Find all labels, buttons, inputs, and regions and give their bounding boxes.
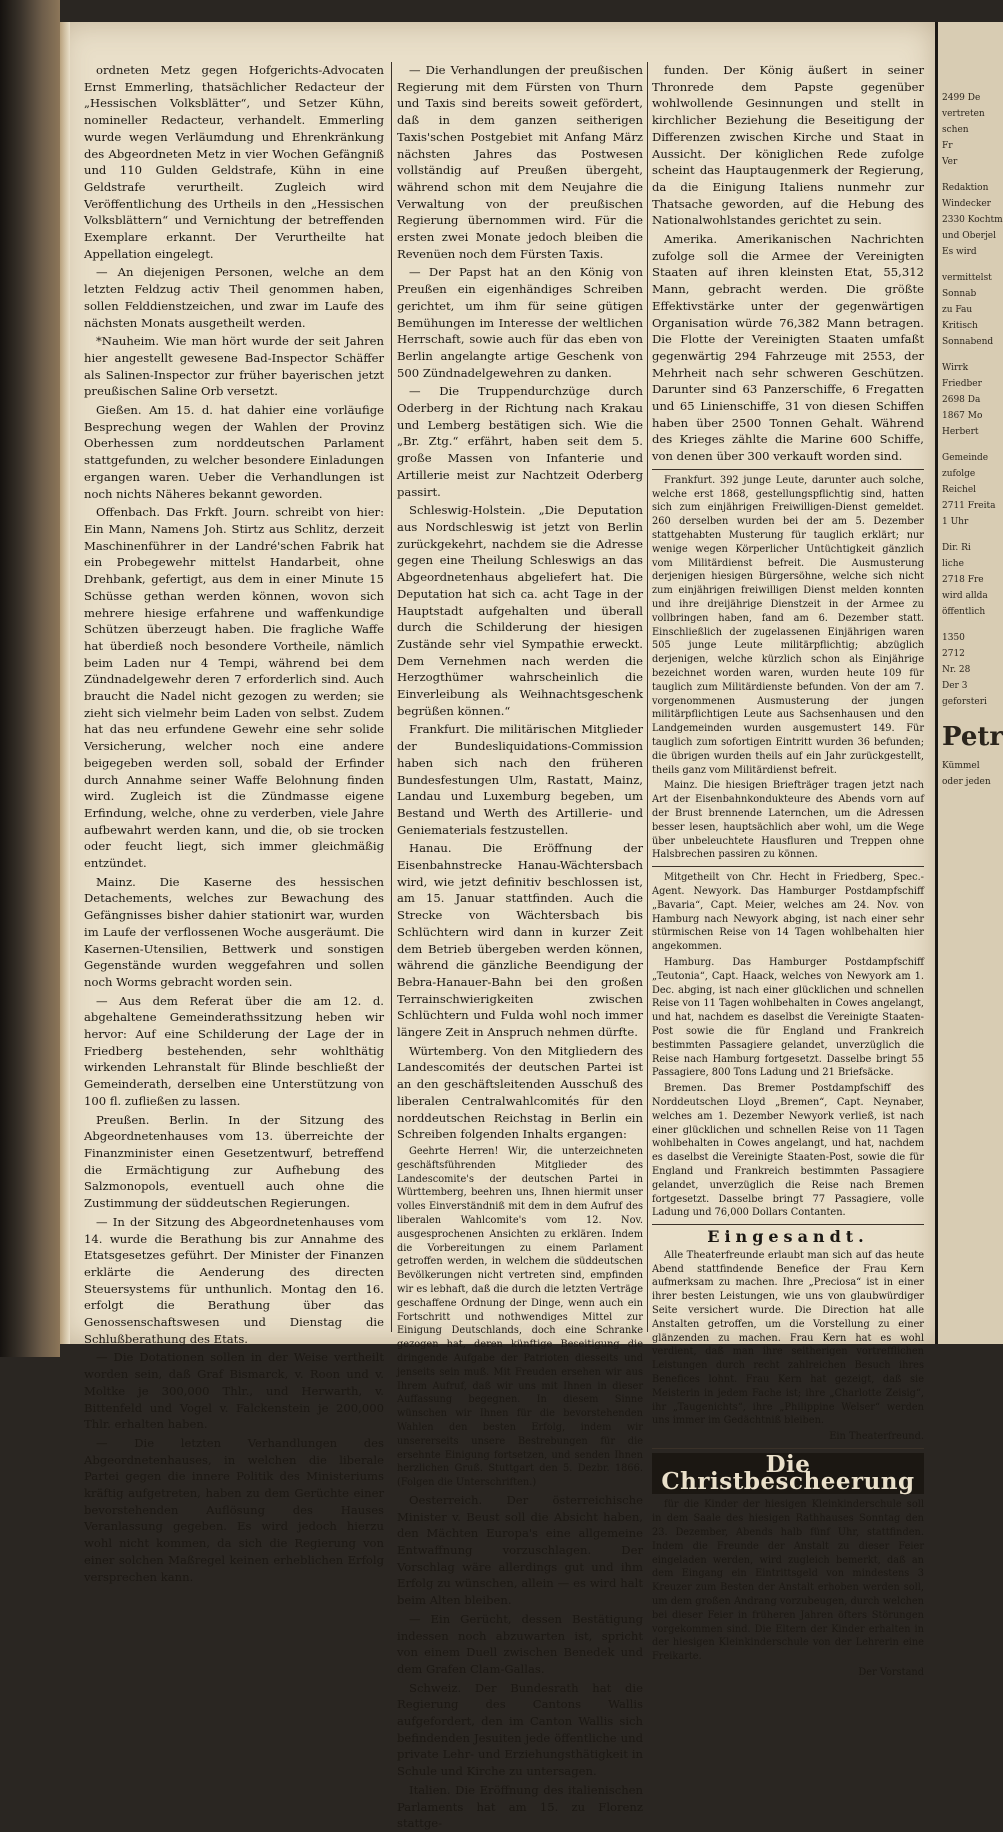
shipping-news: Mitgetheilt von Chr. Hecht in Friedberg, Spec.-Agent. Newyork. Das Hamburger Postdampfschiff „Bavaria“, Capt. Meier, welches am 24. Nov. von Hamburg nach Newyork abging, ist nach einer sehr stürmischen Reise von 14 Tagen wohlbehalten hier angekommen. — [652, 872, 924, 953]
adjacent-page-fragment: wird allda — [942, 591, 988, 601]
christbescheerung-text: für die Kinder der hiesigen Kleinkinderschule soll in dem Saale des hiesigen Rathhauses Sonntag den 23. Dezember, Abends halb fünf Uhr, stattfinden. Indem die Freunde der Anstalt zu dieser Feier eingeladen werden, wird zugleich bemerkt, daß an dem Eingang ein Eintrittsgeld von mindestens 3 Kreuzer zum Besten der Anstalt erhoben werden soll, um dem großen Andrang vorzubeugen, durch welchen bei dieser Feier in früheren Jahren öfters Störungen vorgekommen sind. Die Eltern der Kinder erhalten in der hiesigen Kleinkinderschule von der Lehrerin eine Freikarte. — [652, 1499, 924, 1663]
article-paragraph: *Nauheim. Wie man hört wurde der seit Jahren hier angestellt gewesene Bad-Inspector Schäffer als Salinen-Inspector zur früher bayerischen jetzt preußischen Saline Orb versetzt. — [84, 334, 384, 399]
article-paragraph: funden. Der König äußert in seiner Thronrede dem Papste gegenüber wohlwollende Gesinnungen und stellt in kirchlicher Beziehung die Beseitigung der Differenzen zwischen Kirche und Staat in Aussicht. Der königlichen Rede zufolge scheint das Hauptaugenmerk der Regierung, da die Einigung Italiens nunmehr zur Thatsache geworden, auf die Hebung des Nationalwohlstandes gerichtet zu sein. — [652, 63, 924, 228]
adjacent-page-fragment: 2330 Kochtm — [942, 215, 1003, 225]
article-paragraph: Hanau. Die Eröffnung der Eisenbahnstrecke Hanau-Wächtersbach wird, wie jetzt definitiv beschlossen ist, am 15. Januar stattfinden. Auch die Strecke von Wächtersbach bis Schlüchtern wird dann in kurzer Zeit dem Betrieb übergeben werden können, während die gänzliche Beendigung der Bebra-Hanauer-Bahn bei den großen Terrainschwierigkeiten zwischen Schlüchtern und Fulda wohl noch immer längere Zeit in Anspruch nehmen dürfte. — [397, 841, 643, 1040]
article-paragraph: — An diejenigen Personen, welche an dem letzten Feldzug activ Theil genommen haben, sollen Felddienstzeichen, und zwar im Laufe des nächsten Monats ausgetheilt werden. — [84, 265, 384, 330]
column-1 — [84, 62, 384, 1584]
adjacent-page-fragment: Petr — [942, 722, 1003, 752]
article-paragraph: — Die Verhandlungen der preußischen Regierung mit dem Fürsten von Thurn und Taxis sind bereits soweit gefördert, daß in dem ganzen seitherigen Taxis'schen Postgebiet mit Anfang März nächsten Jahres das Postwesen vollständig auf Preußen übergeht, während schon mit dem Neujahre die Verwaltung von der preußischen Regierung übernommen wird. Für die ersten zwei Monate jedoch bleiben die Revenüen noch dem Fürsten Taxis. — [397, 63, 643, 261]
shipping-news: Hamburg. Das Hamburger Postdampfschiff „Teutonia“, Capt. Haack, welches von Newyork am 1. Dec. abging, ist nach einer glücklichen und schnellen Reise von 11 Tagen wohlbehalten in Cowes angelangt, und hat, nachdem es daselbst die Vereinigte Staaten-Post sowie die für England und Frankreich bestimmten Passagiere gelandet, unverzüglich die Reise nach Hamburg fortgesetzt. Dasselbe bringt 55 Passagiere, 800 Tons Ladung und 21 Briefsäcke. — [652, 956, 924, 1079]
article-paragraph: ordneten Metz gegen Hofgerichts-Advocaten Ernst Emmerling, thatsächlicher Redacteur der „Hessischen Volksblätter“, und Setzer Kühn, nomineller Redacteur, verhandelt. Emmerling wurde wegen Verläumdung und Ehrenkränkung des Abgeordneten Metz in vier Wochen Gefängniß und 110 Gulden Geldstrafe, Kühn in eine Geldstrafe verurtheilt. Zugleich wird Veröffentlichung des Urtheils in den „Hessischen Volksblättern“ und Vernichtung der betreffenden Exemplare erkannt. Der Verurtheilte hat Appellation eingelegt. — [84, 63, 384, 261]
adjacent-page-fragment: liche — [942, 559, 964, 569]
article-paragraph: — Ein Gerücht, dessen Bestätigung indessen noch abzuwarten ist, spricht von einem Duell zwischen Benedek und dem Grafen Clam-Gallas. — [397, 1611, 643, 1676]
article-paragraph: Preußen. Berlin. In der Sitzung des Abgeordnetenhauses vom 13. überreichte der Finanzminister einen Gesetzentwurf, betreffend die Ermächtigung zur Aufhebung des Salzmonopols, eventuell auch ohne die Zustimmung der süddeutschen Regierungen. — [84, 1112, 384, 1211]
article-paragraph: Offenbach. Das Frkft. Journ. schreibt von hier: Ein Mann, Namens Joh. Stirtz aus Schlitz, derzeit Maschinenführer in der Landré'schen Fabrik hat ein Probegewehr mittelst Handarbeit, ohne Drehbank, gefertigt, aus dem in einer Minute 15 Schüsse gethan werden können, wovon sich mehrere hiesige erfahrene und waffenkundige Schützen überzeugt haben. Die fragliche Waffe hat überdieß noch besondere Vortheile, nämlich beim Laden nur 4 Tempi, während bei dem Zündnadelgewehr deren 7 erforderlich sind. Auch braucht die Nadel nicht gezogen zu werden; sie zieht sich vielmehr beim Laden von selbst. Zudem hat das neu erfundene Gewehr eine sehr solide Versicherung, welcher noch eine andere beigegeben werden soll, sobald der Erfinder durch Annahme seiner Waffe Belohnung finden wird. Zugleich ist die Zündmasse eigene Erfindung, welche, ohne zu verderben, viele Jahre aufbewahrt werden kann, und die, ob sie trocken oder feucht liegt, sich immer gleichmäßig entzündet. — [84, 505, 384, 871]
book-binding — [0, 0, 60, 1357]
adjacent-page-fragment: Sonnabend — [942, 337, 994, 347]
article-paragraph: — Aus dem Referat über die am 12. d. abgehaltene Gemeinderathssitzung heben wir hervor: Auf eine Schilderung der Lage der in Friedberg bestehenden, sehr wohlthätig wirkenden Lehranstalt für Blinde beschließt der Gemeinderath, derselben eine Unterstützung von 100 fl. zufließen zu lassen. — [84, 993, 384, 1108]
column-2 — [397, 62, 643, 1831]
adjacent-page-fragment: öffentlich — [942, 607, 986, 617]
adjacent-page-fragment: Gemeinde — [942, 453, 989, 463]
article-paragraph: Gießen. Am 15. d. hat dahier eine vorläufige Besprechung wegen der Wahlen der Provinz Oberhessen zum norddeutschen Parlament stattgefunden, zu welcher besondere Einladungen ergangen waren. Ueber die Verhandlungen ist noch nichts Näheres bekannt geworden. — [84, 403, 384, 501]
adjacent-page-fragment: vermittelst — [942, 273, 992, 283]
adjacent-page-fragment: Der 3 — [942, 681, 968, 691]
article-paragraph: Italien. Die Eröffnung des italienischen Parlaments hat am 15. zu Florenz stattge- — [397, 1782, 643, 1831]
local-news: Mainz. Die hiesigen Briefträger tragen jetzt nach Art der Eisenbahnkondukteure des Abends vorn auf der Brust brennende Laternchen, um die Adressen besser lesen, hauptsächlich aber wohl, um die Wege über unbeleuchtete Hausfluren und Treppen ohne Halsbrechen passiren zu können. — [652, 780, 924, 861]
christbescheerung-heading: Die Christbescheerung — [652, 1453, 924, 1494]
adjacent-page-fragment: Ver — [942, 157, 958, 167]
adjacent-page-fragment: Es wird — [942, 247, 977, 257]
column-rule — [647, 62, 648, 1332]
adjacent-page-fragment: zu Fau — [942, 305, 973, 315]
column-3 — [652, 62, 924, 1678]
adjacent-page-fragment: vertreten — [942, 109, 985, 119]
adjacent-page-fragment: Fr — [942, 141, 953, 151]
article-paragraph: — Die Truppendurchzüge durch Oderberg in der Richtung nach Krakau und Lemberg bestätigen sich. Wie die „Br. Ztg.“ erfährt, haben seit dem 5. große Massen von Infanterie und Artillerie meist zur Nachtzeit Oderberg passirt. — [397, 384, 643, 499]
letter-quote: Geehrte Herren! Wir, die unterzeichneten geschäftsführenden Mitglieder des Landescomite's der deutschen Partei in Württemberg, beehren uns, Ihnen hiermit unser volles Einverständniß mit dem in dem Aufruf des liberalen Wahlcomite's vom 12. Nov. ausgesprochenen Ansichten zu erklären. Indem die Vorbereitungen zu einem Parlament getroffen werden, in welchem die süddeutschen Bevölkerungen nicht vertreten sind, empfinden wir es lebhaft, daß die durch die letzten Verträge geschaffene Ordnung der Dinge, wenn auch ein Fortschritt und nothwendiges Mittel zur Einigung Deutschlands, doch eine Schranke gezogen hat, deren künftige Beseitigung die dringende Aufgabe der Patrioten diesseits und jenseits sein muß. Mit Freuden ersehen wir aus Ihrem Aufruf, daß wir uns mit Ihnen in dieser Auffassung begegnen. In diesem Sinne wünschen wir Ihnen für die bevorstehenden Wahlen den besten Erfolg, indem wir unsererseits unsere Bestrebungen für die ersehnte Einigung fortsetzen, und senden Ihnen herzlichen Gruß. Stuttgart den 5. Dezbr. 1866. (Folgen die Unterschriften.) — [397, 1146, 643, 1489]
page-gutter — [60, 22, 70, 1344]
adjacent-page-fragment: 2712 — [942, 649, 965, 659]
adjacent-page-fragment: schen — [942, 125, 969, 135]
article-paragraph: — Der Papst hat an den König von Preußen ein eigenhändiges Schreiben gerichtet, um ihm für seine gütigen Bemühungen im Interesse der weltlichen Herrschaft, sowie auch für das eben von Berlin angelangte artige Geschenk von 500 Zündnadelgewehren zu danken. — [397, 265, 643, 380]
adjacent-page-fragment: Sonnab — [942, 289, 977, 299]
eingesandt-signature: Ein Theaterfreund. — [829, 1431, 924, 1443]
adjacent-page-fragment: 1350 — [942, 633, 965, 643]
article-paragraph: Frankfurt. Die militärischen Mitglieder der Bundesliquidations-Commission haben sich nach den früheren Bundesfestungen Ulm, Rastatt, Mainz, Landau und Luxemburg begeben, um Bestand und Werth des Artillerie- und Geniematerials festzustellen. — [397, 722, 643, 837]
adjacent-page-fragment: oder jeden — [942, 777, 991, 787]
adjacent-page-fragment: 2698 Da — [942, 395, 981, 405]
local-news: Frankfurt. 392 junge Leute, darunter auch solche, welche erst 1868, gestellungspflichtig sind, hatten sich zum einjährigen Freiwilligen-Dienst gemeldet. 260 derselben wurden bei der am 5. Dezember stattgehabten Musterung für tauglich erklärt; nur wenige wegen Körperlicher Untüchtigkeit gänzlich vom Militärdienst befreit. Die Ausmusterung derjenigen hiesigen Bürgersöhne, welche sich nicht zum einjährigen freiwilligen Dienst melden konnten und ihre dreijährige Dienstzeit in der Armee zu vollbringen haben, fand am 6. Dezember statt. Einschließlich der zugelassenen Einjährigen waren 505 junge Leute militärpflichtig; abzüglich derjenigen, welche kürzlich schon als Einjährige bezeichnet worden waren, wurden heute 109 für tauglich zum Militärdienste befunden. Von der am 7. vorgenommenen Ausmusterung der jungen militärpflichtigen Leute aus Sachsenhausen und den Landgemeinden wurden ausgemustert 149. Für tauglich zum sofortigen Eintritt wurden 36 befunden; die übrigen wurden theils auf ein Jahr zurückgestellt, theils ganz vom Militärdienst befreit. — [652, 474, 924, 776]
article-paragraph: Schleswig-Holstein. „Die Deputation aus Nordschleswig ist jetzt von Berlin zurückgekehrt, nachdem sie die Adresse gegen eine Theilung Schleswigs an das Abgeordnetenhaus abgeliefert hat. Die Deputation hat sich ca. acht Tage in der Hauptstadt aufgehalten und überall durch die Schilderung der hiesigen Zustände sehr viel Sympathie erweckt. Dem Vernehmen nach werden die Herzogthümer wahrscheinlich die Einverleibung als Weihnachtsgeschenk begrüßen können.“ — [397, 503, 643, 718]
adjacent-page-fragment: geforsteri — [942, 697, 987, 707]
adjacent-page-fragment: 2499 De — [942, 93, 981, 103]
shipping-news: Bremen. Das Bremer Postdampfschiff des Norddeutschen Lloyd „Bremen“, Capt. Neynaber, welches am 1. Dezember Newyork verließ, ist nach einer glücklichen und schnellen Reise von 11 Tagen wohlbehalten in Cowes angelangt, und hat, nachdem es daselbst die Vereinigte Staaten-Post, sowie die für England und Frankreich bestimmten Passagiere gelandet, unverzüglich die Reise nach Bremen fortgesetzt. Dasselbe bringt 77 Passagiere, volle Ladung und 76,000 Dollars Contanten. — [652, 1083, 924, 1219]
adjacent-page-fragment: und Oberjel — [942, 231, 996, 241]
adjacent-page-fragment: 2718 Fre — [942, 575, 984, 585]
article-paragraph: — Die Dotationen sollen in der Weise vertheilt worden sein, daß Graf Bismarck, v. Roon und v. Moltke je 300,000 Thlr., und Herwarth, v. Bittenfeld und Vogel v. Falckenstein je 200,000 Thlr. erhalten haben. — [84, 1350, 384, 1432]
christbescheerung-signature: Der Vorstand — [858, 1666, 924, 1678]
adjacent-page-fragment: Nr. 28 — [942, 665, 971, 675]
adjacent-page-fragment: zufolge — [942, 469, 976, 479]
adjacent-page-fragment: 2711 Freita — [942, 501, 996, 511]
adjacent-page-fragment: Wirrk — [942, 363, 969, 373]
adjacent-page-fragment: Reichel — [942, 485, 977, 495]
section-divider — [652, 1448, 924, 1449]
column-rule — [391, 62, 392, 1332]
article-paragraph: Amerika. Amerikanischen Nachrichten zufolge soll die Armee der Vereinigten Staaten auf ihren kleinsten Etat, 55,312 Mann, gebracht werden. Die größte Effektivstärke unter der gegenwärtigen Organisation würde 76,382 Mann betragen. Die Flotte der Vereinigten Staaten umfaßt gegenwärtig 294 Fahrzeuge mit 2553, der Mehrheit nach sehr schweren Geschützen. Darunter sind 63 Panzerschiffe, 6 Fregatten und 65 Linienschiffe, 31 von diesen Schiffen haben über 2500 Tonnen Gehalt. Während des Krieges zählte die Marine 600 Schiffe, von denen über 300 verkauft worden sind. — [652, 232, 924, 464]
article-paragraph: — Die letzten Verhandlungen des Abgeordnetenhauses, in welchen die liberale Partei gegen die innere Politik des Ministeriums kräftig aufgetreten, haben zu dem Gerüchte einer bevorstehenden Auflösung des Hauses Veranlassung gegeben. Es wird jedoch hierzu wohl nicht kommen, da sich die Regierung von einer solchen Maßregel keinen erheblichen Erfolg versprechen kann. — [84, 1435, 384, 1584]
adjacent-page-fragment: Dir. Ri — [942, 543, 971, 553]
adjacent-page-edge — [935, 22, 1003, 1344]
section-divider — [652, 469, 924, 470]
article-paragraph: Würtemberg. Von den Mitgliedern des Landescomités der deutschen Partei ist an den geschäftsleitenden Ausschuß des liberalen Centralwahlcomités für den norddeutschen Reichstag in Berlin ein Schreiben folgenden Inhalts ergangen: — [397, 1043, 643, 1142]
article-paragraph: Schweiz. Der Bundesrath hat die Regierung des Cantons Wallis aufgefordert, den im Canton Wallis sich befindenden Jesuiten jede öffentliche und private Lehr- und Erziehungsthätigkeit in Schule und Kirche zu untersagen. — [397, 1680, 643, 1779]
eingesandt-text: Alle Theaterfreunde erlaubt man sich auf das heute Abend stattfindende Benefice der Frau Kern aufmerksam zu machen. Ihre „Preciosa“ ist in einer ihrer besten Leistungen, wie uns von glaubwürdiger Seite versichert wurde. Die Direction hat alle Anstalten getroffen, um die Vorstellung zu einer glänzenden zu machen. Frau Kern hat es wohl verdient, daß man ihre seitherigen vortrefflichen Leistungen durch recht zahlreichen Besuch ihres Benefices lohnt. Frau Kern hat gezeigt, daß sie Meisterin in jedem Fache ist; ihre „Charlotte Zeisig“, ihr „Taugenichts“, ihre „Philippine Welser“ werden uns immer im Gedächtniß bleiben. — [652, 1249, 924, 1427]
adjacent-page-fragment: Kümmel — [942, 761, 980, 771]
adjacent-page-fragment: Redaktion — [942, 183, 989, 193]
article-paragraph: Oesterreich. Der österreichische Minister v. Beust soll die Absicht haben, den Mächten Europa's eine allgemeine Entwaffnung vorzuschlagen. Der Vorschlag wäre allerdings gut und ihm Erfolg zu wünschen, allein — es wird halt beim Alten bleiben. — [397, 1492, 643, 1608]
adjacent-page-fragment: Kritisch — [942, 321, 978, 331]
adjacent-page-fragment: Herbert — [942, 427, 979, 437]
section-divider — [652, 866, 924, 867]
article-paragraph: — In der Sitzung des Abgeordnetenhauses vom 14. wurde die Berathung bis zur Annahme des Etatsgesetzes geführt. Der Minister der Finanzen erklärte die Aenderung des directen Steuersystems für unthunlich. Montag den 16. erfolgt die Berathung über das Genossenschaftswesen und Dienstag die Schlußberathung des Etats. — [84, 1214, 384, 1346]
eingesandt-heading: Eingesandt. — [707, 1227, 869, 1247]
adjacent-page-fragment: 1 Uhr — [942, 517, 969, 527]
adjacent-page-fragment: 1867 Mo — [942, 411, 983, 421]
adjacent-page-fragment: Windecker — [942, 199, 991, 209]
section-divider — [652, 1224, 924, 1225]
newspaper-page — [60, 22, 935, 1831]
adjacent-page-fragment: Friedber — [942, 379, 982, 389]
article-paragraph: Mainz. Die Kaserne des hessischen Detachements, welches zur Bewachung des Gefängnisses bisher dahier stationirt war, wurden im Laufe der verflossenen Woche ausgeräumt. Die Kasernen-Utensilien, Bettwerk und sonstigen Gegenstände wurden weggefahren und sollen noch Worms gebracht worden sein. — [84, 874, 384, 989]
